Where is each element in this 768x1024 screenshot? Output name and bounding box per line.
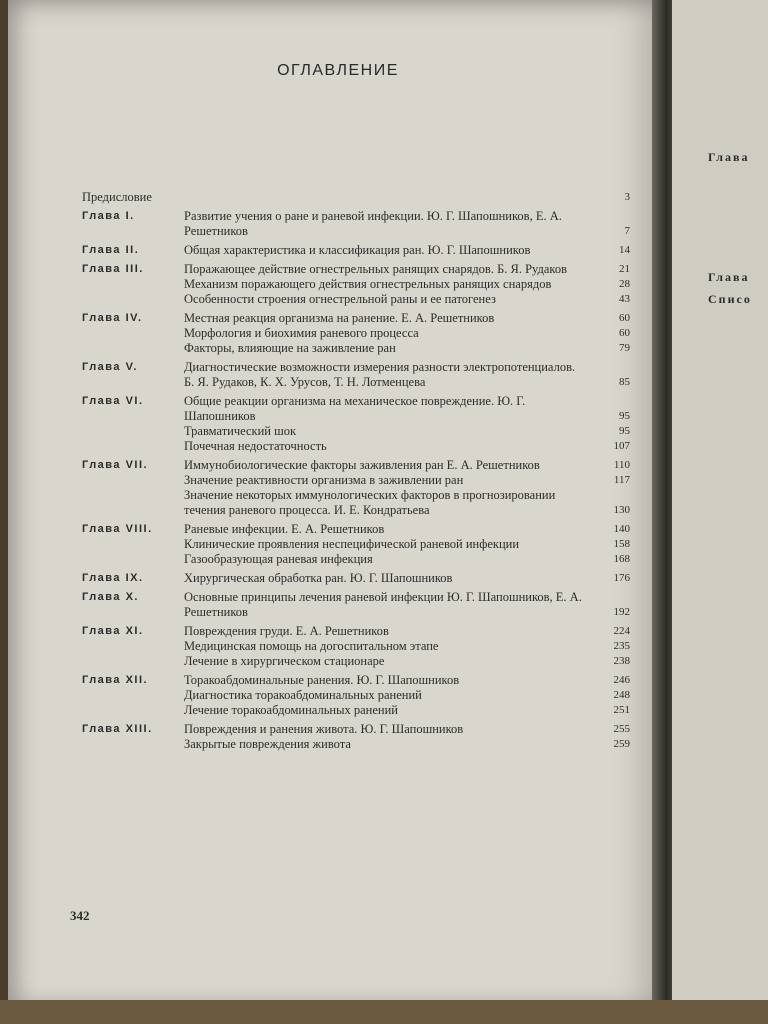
entry-title: Торакоабдоминальные ранения. Ю. Г. Шапошников [184, 673, 460, 687]
page-number: 140 [613, 523, 630, 535]
toc-entry [184, 590, 630, 620]
entry-title: Медицинская помощь на догоспитальном этапе [184, 639, 439, 653]
entry-title: Общая характеристика и классификация ран. Ю. Г. Шапошников [184, 243, 531, 257]
entry-title: Поражающее действие огнестрельных ранящих снарядов. Б. Я. Рудаков [184, 262, 568, 276]
page-number: 79 [619, 342, 630, 354]
chapter-label: Глава XI. [82, 625, 144, 637]
entry-title: Повреждения груди. Е. А. Решетников [184, 624, 389, 638]
chapter-row [82, 673, 630, 718]
toc-entry [184, 488, 630, 518]
toc-entry [184, 552, 630, 567]
chapter-row [82, 722, 630, 752]
entry-title: Хирургическая обработка ран. Ю. Г. Шапошников [184, 571, 453, 585]
toc-entry [184, 522, 630, 537]
toc-entry [184, 458, 630, 473]
entry-title: Клинические проявления неспецифической раневой инфекции [184, 537, 520, 551]
page-number: 95 [619, 425, 630, 437]
entry-title: Лечение торакоабдоминальных ранений [184, 703, 398, 717]
page-number: 192 [613, 606, 630, 618]
chapter-label: Глава IX. [82, 572, 144, 584]
chapter-list [82, 209, 630, 752]
page-number: 3 [624, 191, 630, 203]
toc-entry [184, 311, 630, 326]
toc-entry [184, 326, 630, 341]
page-number: 158 [613, 538, 630, 550]
chapter-row [82, 522, 630, 567]
toc-entry [184, 209, 630, 239]
chapter-label: Глава III. [82, 263, 144, 275]
page-number: 107 [613, 440, 630, 452]
entry-title: Развитие учения о ране и раневой инфекции. Ю. Г. Шапошников, Е. А. Решетников [184, 209, 562, 238]
entry-title: Диагностические возможности измерения разности электропотенциалов. Б. Я. Рудаков, К. Х. Урусов, Т. Н. Лотменцева [184, 360, 576, 389]
toc-entry [184, 571, 630, 586]
entry-title: Почечная недостаточность [184, 439, 327, 453]
page-number: 168 [613, 553, 630, 565]
page-number: 60 [619, 327, 630, 339]
page-number: 255 [613, 723, 630, 735]
page-number: 7 [624, 225, 630, 237]
page-number: 110 [613, 459, 630, 471]
entry-title: Основные принципы лечения раневой инфекции Ю. Г. Шапошников, Е. А. Решетников [184, 590, 582, 619]
page-number: 117 [613, 474, 630, 486]
entry-title: Раневые инфекции. Е. А. Решетников [184, 522, 385, 536]
chapter-label: Глава X. [82, 591, 139, 603]
chapter-label: Глава VIII. [82, 523, 153, 535]
entry-title: Диагностика торакоабдоминальных ранений [184, 688, 422, 702]
chapter-row [82, 262, 630, 307]
entry-title: Повреждения и ранения живота. Ю. Г. Шапошников [184, 722, 464, 736]
facing-fragment: Глава [708, 270, 750, 284]
preface-title: Предисловие [82, 190, 152, 204]
desk-surface [0, 1000, 768, 1024]
entry-title: Закрытые повреждения живота [184, 737, 351, 751]
entry-title: Особенности строения огнестрельной раны и ее патогенез [184, 292, 496, 306]
toc-entry [82, 190, 630, 205]
page-number: 176 [613, 572, 630, 584]
page-number: 130 [613, 504, 630, 516]
facing-fragment: Списо [708, 292, 752, 306]
chapter-label: Глава IV. [82, 312, 143, 324]
toc-entry [184, 473, 630, 488]
toc-entry [184, 439, 630, 454]
entry-title: Факторы, влияющие на заживление ран [184, 341, 396, 355]
toc-entry [184, 688, 630, 703]
entry-title: Значение некоторых иммунологических факторов в прогнозировании течения раневого процесса. И. Е. Кондратьева [184, 488, 556, 517]
page-number: 259 [613, 738, 630, 750]
chapter-row [82, 209, 630, 239]
page-number: 95 [619, 410, 630, 422]
chapter-row [82, 571, 630, 586]
page-number: 235 [613, 640, 630, 652]
chapter-label: Глава V. [82, 361, 138, 373]
page-number: 21 [619, 263, 630, 275]
entry-title: Лечение в хирургическом стационаре [184, 654, 385, 668]
toc-entry [184, 537, 630, 552]
chapter-label: Глава II. [82, 244, 140, 256]
toc-entry [184, 639, 630, 654]
entry-title: Значение реактивности организма в заживлении ран [184, 473, 464, 487]
chapter-row [82, 624, 630, 669]
toc-entry [184, 673, 630, 688]
page-title: ОГЛАВЛЕНИЕ [277, 62, 399, 79]
toc-entry [184, 737, 630, 752]
chapter-label: Глава I. [82, 210, 135, 222]
page-number: 224 [613, 625, 630, 637]
entry-title: Общие реакции организма на механическое повреждение. Ю. Г. Шапошников [184, 394, 526, 423]
toc-entry [184, 624, 630, 639]
page-number: 238 [613, 655, 630, 667]
chapter-row [82, 394, 630, 454]
chapter-label: Глава XII. [82, 674, 149, 686]
facing-fragment: Глава [708, 150, 750, 164]
table-of-contents [82, 190, 630, 756]
page-folio: 342 [70, 908, 90, 923]
preface-row [82, 190, 630, 205]
page-number: 43 [619, 293, 630, 305]
chapter-label: Глава VI. [82, 395, 144, 407]
page-number: 60 [619, 312, 630, 324]
entry-title: Иммунобиологические факторы заживления ран Е. А. Решетников [184, 458, 540, 472]
chapter-label: Глава VII. [82, 459, 149, 471]
chapter-row [82, 590, 630, 620]
toc-entry [184, 243, 630, 258]
toc-entry [184, 277, 630, 292]
toc-entry [184, 360, 630, 390]
chapter-row [82, 360, 630, 390]
toc-entry [184, 722, 630, 737]
chapter-label: Глава XIII. [82, 723, 153, 735]
toc-entry [184, 654, 630, 669]
toc-entry [184, 394, 630, 424]
page-number: 251 [613, 704, 630, 716]
entry-title: Механизм поражающего действия огнестрельных ранящих снарядов [184, 277, 552, 291]
book-page [8, 0, 660, 1010]
chapter-row [82, 311, 630, 356]
toc-entry [184, 341, 630, 356]
toc-entry [184, 703, 630, 718]
page-number: 246 [613, 674, 630, 686]
entry-title: Газообразующая раневая инфекция [184, 552, 373, 566]
entry-title: Морфология и биохимия раневого процесса [184, 326, 419, 340]
page-number: 28 [619, 278, 630, 290]
toc-entry [184, 424, 630, 439]
facing-page [672, 0, 768, 1010]
toc-entry [184, 262, 630, 277]
page-number: 85 [619, 376, 630, 388]
chapter-row [82, 243, 630, 258]
page-number: 14 [619, 244, 630, 256]
entry-title: Травматический шок [184, 424, 297, 438]
chapter-row [82, 458, 630, 518]
toc-entry [184, 292, 630, 307]
page-number: 248 [613, 689, 630, 701]
entry-title: Местная реакция организма на ранение. Е. А. Решетников [184, 311, 495, 325]
